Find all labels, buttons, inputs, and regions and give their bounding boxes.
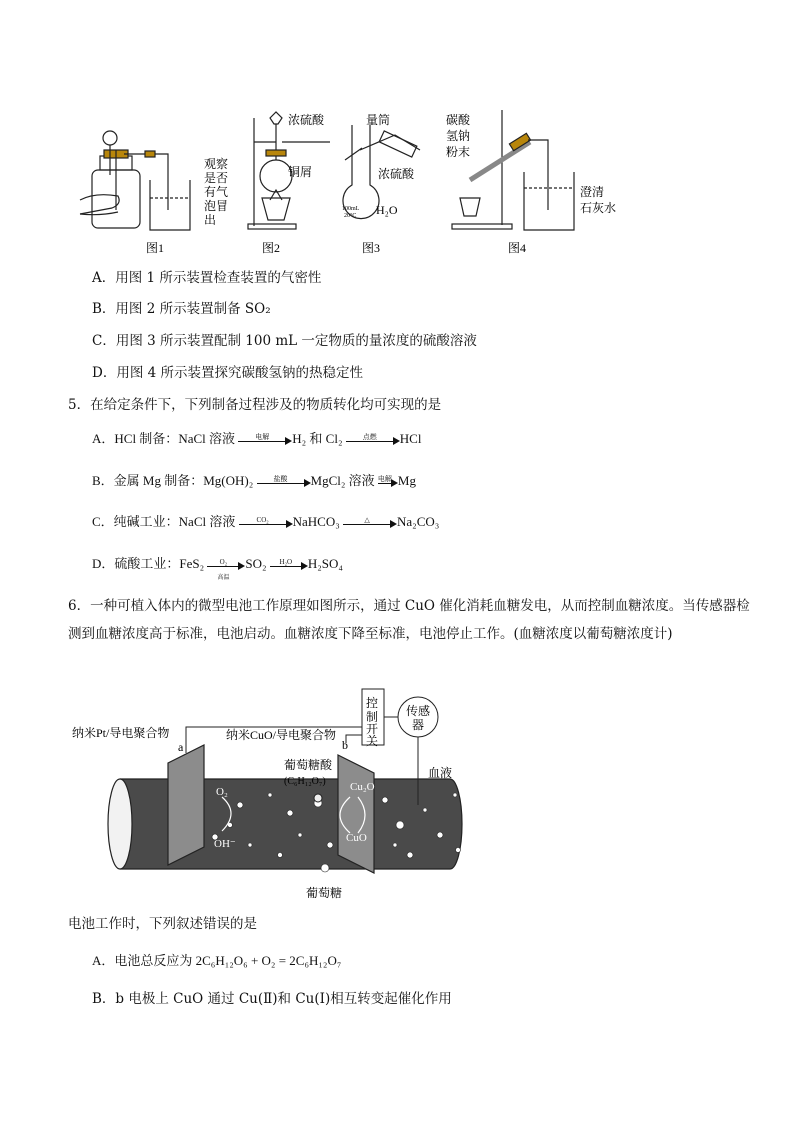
q5b-mid: MgCl₂ 溶液 xyxy=(310,473,375,488)
q5c-start: NaCl 溶液 xyxy=(178,514,236,529)
q5d-arrow2-label: H₂O xyxy=(279,558,293,567)
fig1-side-text-1: 观察 xyxy=(204,157,229,171)
fig1-side-text-3: 有气 xyxy=(204,185,229,199)
q5-option-b xyxy=(92,471,416,491)
fig2-caption: 图2 xyxy=(262,241,281,255)
q5d-arrow2 xyxy=(270,558,308,572)
option-text: b 电极上 CuO 通过 Cu(Ⅱ)和 Cu(Ⅰ)相互转变起催化作用 xyxy=(115,991,452,1007)
option-text: 用图 1 所示装置检查装置的气密性 xyxy=(115,270,322,286)
q5a-arrow1 xyxy=(238,433,292,447)
q5d-end: H₂SO₄ xyxy=(307,556,343,571)
q5a-end: HCl xyxy=(399,431,422,446)
fig1-side-text-2: 是否 xyxy=(204,171,229,185)
q5c-label: C．纯碱工业： xyxy=(92,514,179,529)
left-electrode-letter: a xyxy=(178,740,184,754)
q5a-arrow1-label: 电解 xyxy=(255,433,270,442)
q5a-arrow2-label: 点燃 xyxy=(362,433,377,442)
q5c-end: Na₂CO₃ xyxy=(397,514,440,529)
fig3-water-label: H₂O xyxy=(376,203,398,217)
glucose-label: 葡萄糖 xyxy=(306,886,343,900)
q5d-arrow1-below-label: 高温 xyxy=(217,575,230,582)
fig1-side-text-4: 泡冒 xyxy=(204,199,229,213)
o2-label: O₂ xyxy=(216,786,228,798)
fig2-copper-label: 铜屑 xyxy=(288,165,313,179)
q5-option-a xyxy=(92,429,421,449)
option-letter: D． xyxy=(92,365,117,381)
fig1-caption: 图1 xyxy=(146,241,165,255)
fig4-powder-label-2: 氢钠 xyxy=(446,129,471,143)
option-letter: B． xyxy=(92,301,116,317)
gluconic-formula: (C₆H₁₂O₇) xyxy=(284,776,326,787)
q5d-arrow1 xyxy=(207,558,245,582)
q5d-label: D．硫酸工业： xyxy=(92,556,180,571)
fig3-caption: 图3 xyxy=(362,241,381,255)
fig4-caption: 图4 xyxy=(508,241,527,255)
q4-option-d xyxy=(92,363,363,383)
q5d-start: FeS₂ xyxy=(179,556,205,571)
option-letter: A． xyxy=(92,953,115,968)
q5-option-d xyxy=(92,554,343,582)
left-electrode-label: 纳米Pt/导电聚合物 xyxy=(72,726,170,740)
fig2-acid-label: 浓硫酸 xyxy=(288,113,325,127)
q5a-label: A．HCl 制备： xyxy=(92,431,179,446)
q5b-arrow1-label: 盐酸 xyxy=(273,475,288,484)
oh-label: OH⁻ xyxy=(214,838,236,850)
switch-label-1: 控 xyxy=(366,696,379,710)
q5b-start: Mg(OH)₂ xyxy=(203,473,254,488)
option-letter: A． xyxy=(92,270,116,286)
switch-label-4: 关 xyxy=(366,734,379,748)
switch-label-3: 开 xyxy=(366,722,379,736)
fig3-acid-label: 浓硫酸 xyxy=(378,167,415,181)
blood-label: 血液 xyxy=(428,766,453,780)
q5d-arrow1-label: O₂ xyxy=(219,558,228,567)
q5b-arrow1 xyxy=(257,475,311,489)
right-electrode-letter: b xyxy=(342,738,348,752)
q5-option-c xyxy=(92,512,439,532)
q4-option-a xyxy=(92,268,321,288)
q5c-arrow2-label: △ xyxy=(364,516,370,525)
sensor-label-1: 传感 xyxy=(406,704,431,718)
battery-diagram xyxy=(0,685,794,905)
option-letter: C． xyxy=(92,333,116,349)
sensor-label-2: 器 xyxy=(412,718,425,732)
q5b-arrow2-label: 电解 xyxy=(377,475,392,484)
q4-option-c xyxy=(92,331,477,351)
option-text: 用图 2 所示装置制备 SO₂ xyxy=(115,301,271,317)
q6-stem: 6．一种可植入体内的微型电池工作原理如图所示，通过 CuO 催化消耗血糖发电，从而控制血糖浓度。当传感器检测到血糖浓度高于标准，电池启动。血糖浓度下降至标准，电池停止工作。(血糖浓度以葡萄糖浓度计) xyxy=(68,598,750,642)
q5b-arrow2 xyxy=(378,475,398,489)
fig1-apparatus xyxy=(80,131,190,230)
fig3-flask-text1: 100mL xyxy=(342,206,360,212)
cuo-label: CuO xyxy=(346,832,367,844)
option-text: 电池总反应为 2C₆H₁₂O₆ + O₂ = 2C₆H₁₂O₇ xyxy=(114,953,342,968)
q6-option-b xyxy=(92,989,452,1009)
fig4-apparatus xyxy=(452,110,574,230)
fig1-side-text-5: 出 xyxy=(204,213,217,227)
q4-option-b xyxy=(92,299,271,319)
q5b-label: B．金属 Mg 制备： xyxy=(92,473,204,488)
switch-label-2: 制 xyxy=(366,710,379,724)
q5a-start: NaCl 溶液 xyxy=(178,431,236,446)
gluconic-label: 葡萄糖酸 xyxy=(284,758,333,772)
q5-stem: 5．在给定条件下，下列制备过程涉及的物质转化均可实现的是 xyxy=(68,397,442,413)
q6-prompt: 电池工作时，下列叙述错误的是 xyxy=(68,916,257,932)
q5b-end: Mg xyxy=(397,473,416,488)
q6-option-a xyxy=(92,951,341,971)
fig4-lime-label-1: 澄清 xyxy=(580,185,605,199)
apparatus-figures xyxy=(0,0,794,265)
option-letter: B． xyxy=(92,991,116,1007)
q5c-mid: NaHCO₃ xyxy=(292,514,340,529)
fig3-cylinder-label: 量筒 xyxy=(366,113,391,127)
fig4-powder-label-3: 粉末 xyxy=(446,145,471,159)
option-text: 用图 3 所示装置配制 100 mL 一定物质的量浓度的硫酸溶液 xyxy=(115,333,477,349)
q5c-arrow1 xyxy=(239,516,293,530)
fig3-flask-text2: 20°C xyxy=(344,213,357,219)
right-electrode-label: 纳米CuO/导电聚合物 xyxy=(226,728,337,742)
q5c-arrow2 xyxy=(343,516,397,530)
q5a-mid: H₂ 和 Cl₂ xyxy=(292,431,343,446)
option-text: 用图 4 所示装置探究碳酸氢钠的热稳定性 xyxy=(116,365,363,381)
q5c-arrow1-label: CO₂ xyxy=(256,516,269,525)
fig4-powder-label-1: 碳酸 xyxy=(446,113,471,127)
q5d-mid: SO₂ xyxy=(245,556,267,571)
fig4-lime-label-2: 石灰水 xyxy=(580,201,617,215)
cu2o-label: Cu₂O xyxy=(350,781,375,793)
q5a-arrow2 xyxy=(346,433,400,447)
